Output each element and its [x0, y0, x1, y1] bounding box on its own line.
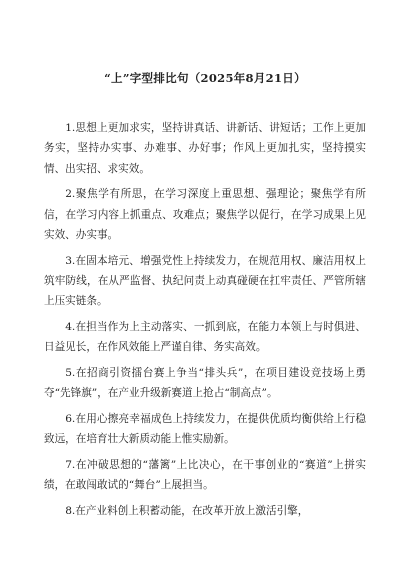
paragraph-3: 3.在固本培元、增强党性上持续发力，在规范用权、廉洁用权上筑牢防线，在从严监督、执纪问责上动真碰硬在扛牢责任、严管所辖上压实链条。 — [44, 254, 366, 308]
paragraph-1: 1.思想上更加求实，坚持讲真话、讲新话、讲短话；工作上更加务实，坚持办实事、办难事、办好事；作风上更加扎实，坚持摸实情、出实招、求实效。 — [44, 122, 366, 175]
paragraph-6: 6.在用心擦亮幸福成色上持续发力，在提供优质均衡供给上行稳致远，在培育壮大新质动能上惟实励新。 — [44, 412, 366, 446]
paragraph-5: 5.在招商引资擂台赛上争当“排头兵”，在项目建设竞技场上勇夺“先锋旗”，在产业升级新赛道上抢占“制高点”。 — [44, 366, 366, 400]
document-body — [44, 118, 366, 526]
document-title: “上”字型排比句（2025年8月21日） — [104, 71, 306, 85]
paragraph-4: 4.在担当作为上主动落实、一抓到底，在能力本领上与时俱进、日益见长，在作风效能上严谨自律、务实高效。 — [44, 320, 366, 354]
paragraph-2: 2.聚焦学有所思，在学习深度上重思想、强理论；聚焦学有所信，在学习内容上抓重点、攻难点；聚焦学以促行，在学习成果上见实效、办实事。 — [44, 188, 366, 241]
paragraph-7: 7.在冲破思想的“藩篱”上比决心，在干事创业的“赛道”上拼实绩，在敢闯敢试的“舞台”上展担当。 — [44, 458, 366, 492]
paragraph-8: 8.在产业料创上积蓄动能，在改革开放上激活引擎， — [65, 504, 309, 517]
